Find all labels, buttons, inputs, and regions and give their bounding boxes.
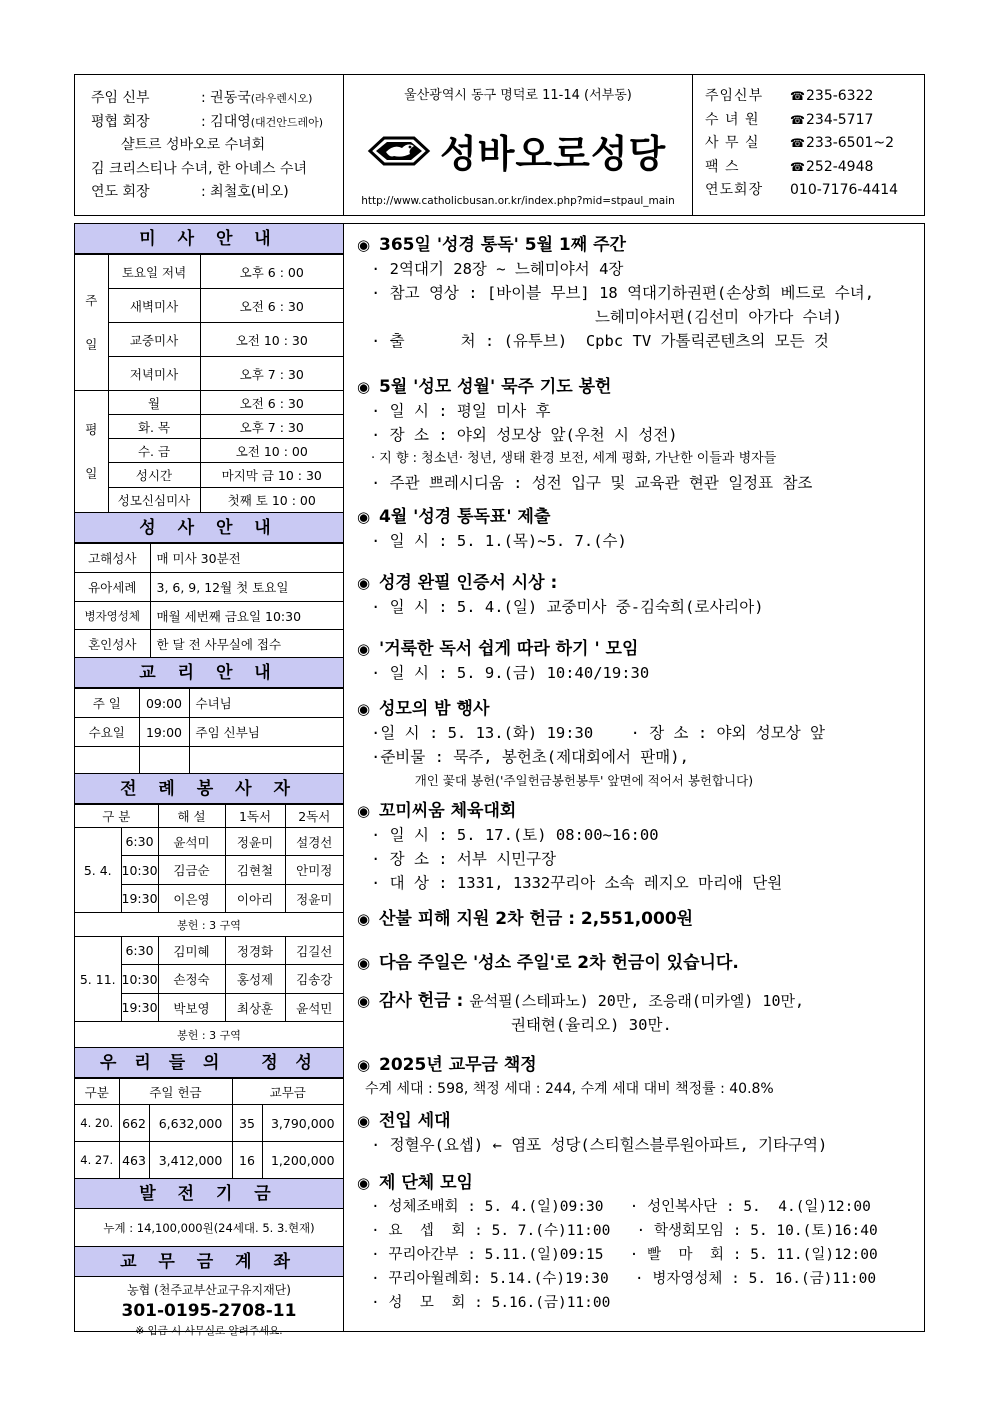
- notice-lectio: ◉ '거룩한 독서 쉽게 따라 하기 ' 모임 · 일 시 : 5. 9.(금) 10:40/19:30: [357, 639, 650, 682]
- notice-new-household: ◉ 전입 세대 · 정혈우(요셉) ← 염포 성당(스티힐스블루원아파트, 기타구역): [357, 1111, 828, 1154]
- contact-row: 수 녀 원 ☎ 234-5717: [705, 109, 924, 133]
- bullet-icon: ◉: [357, 992, 371, 1010]
- staff-row: 연도 회장 : 최철호(비오): [91, 184, 289, 200]
- liturgy-table: 구 분 해 설 1독서 2독서 5. 4. 6:30 윤석미 정윤미 설경선 10:30 김금순 김현철 안미정 19:30 이은영 이아리 정윤미 봉헌 : 3 구역 5. 11. 6:30 김미혜 정경화 김길선 10:30 손정숙 홍성제 김송강 19:30 박보영 최상훈 윤석민 봉헌 : 3 구역: [75, 804, 343, 1048]
- offerings-section-title: 우 리 들 의 정 성: [75, 1048, 343, 1078]
- catechism-section-title: 교 리 안 내: [75, 658, 343, 688]
- contact-row: 팩 스 ☎ 252-4948: [705, 156, 924, 180]
- dev-fund-section-title: 발 전 기 금: [75, 1179, 343, 1209]
- bullet-icon: ◉: [357, 508, 371, 526]
- account-note: ※ 입금 시 사무실로 알려주세요.: [135, 1325, 283, 1337]
- bullet-icon: ◉: [357, 802, 371, 820]
- church-name: 성바오로성당: [440, 132, 667, 176]
- account-info: [75, 1277, 343, 1339]
- staff-info: [75, 75, 344, 215]
- notices: [345, 224, 924, 1331]
- notice-meetings: ◉ 제 단체 모임 · 성체조배회 : 5. 4.(일)09:30 · 성인복사단 : 5. 4.(일)12:00 · 요 셉 회 : 5. 7.(수)11:00 · 학생회모임 : 5. 10.(토)16:40 · 꾸리아간부 : 5.11.(일)09:15 · 빨 마 회 : 5. 11.(일)12:00 · 꾸리아월례회: 5.14.(수)19:30 · 병자영성체 : 5. 16.(금)11:00 · 성 모 회 : 5.16.(금)11:00: [357, 1173, 878, 1311]
- notice-vocation-sunday: ◉ 다음 주일은 '성소 주일'로 2차 헌금이 있습니다.: [357, 953, 739, 973]
- bullet-icon: ◉: [357, 954, 371, 972]
- bullet-icon: ◉: [357, 910, 371, 928]
- bulletin-header: [74, 74, 925, 216]
- notice-marian-night: ◉ 성모의 밤 행사 ·일 시 : 5. 13.(화) 19:30 · 장 소 : 야외 성모상 앞 ·준비물 : 묵주, 봉헌초(제대회에서 판매), 개인 꽃대 봉헌('주일헌금봉헌봉투' 앞면에 적어서 봉헌합니다): [357, 699, 825, 788]
- sacrament-section-title: 성 사 안 내: [75, 513, 343, 543]
- mass-table: 주 일 토요일 저녁 오후 6 : 00 새벽미사 오전 6 : 30 교중미사 오전 10 : 30 저녁미사 오후 7 : 30 평 일 월 오전 6 : 30 화. 목 오후 7 : 30 수. 금 오전 10 : 00 성시간 마지막 금 10 : 30 성모신심미사 첫째 토 10 : 00: [75, 254, 343, 513]
- church-identity: [344, 75, 693, 215]
- bullet-icon: ◉: [357, 378, 371, 396]
- account-bank: 농협 (천주교부산교구유지재단): [127, 1283, 291, 1297]
- dev-fund-total: 누계 : 14,100,000원(24세대. 5. 3.현재): [75, 1209, 343, 1247]
- weekday-label: 평 일: [75, 391, 108, 513]
- staff-row: 평협 회장 : 김대영(대건안드레아): [91, 113, 324, 130]
- dove-emblem-icon: [366, 128, 432, 174]
- telephone-icon: ☎: [790, 89, 805, 103]
- offerings-table: 구분 주일 헌금 교무금 4. 20. 662 6,632,000 35 3,790,000 4. 27. 463 3,412,000 16 1,200,000: [75, 1078, 343, 1179]
- notice-certificate: ◉ 성경 완필 인증서 시상 : · 일 시 : 5. 4.(일) 교중미사 중-김숙희(로사리아): [357, 573, 764, 616]
- staff-row: 김 크리스티나 수녀, 한 아녜스 수녀: [91, 160, 308, 177]
- church-logo: [366, 123, 666, 178]
- mass-section-title: 미 사 안 내: [75, 224, 343, 254]
- telephone-icon: ☎: [790, 112, 805, 127]
- bullet-icon: ◉: [357, 574, 371, 592]
- notice-wildfire: ◉ 산불 피해 지원 2차 헌금 : 2,551,000원: [357, 909, 694, 929]
- bullet-icon: ◉: [357, 1112, 371, 1130]
- bullet-icon: ◉: [357, 236, 371, 254]
- contact-row: 연도회장 010-7176-4414: [705, 182, 899, 198]
- liturgy-section-title: 전 례 봉 사 자: [75, 774, 343, 804]
- notice-reading-chart: ◉ 4월 '성경 통독표' 제출 · 일 시 : 5. 1.(목)~5. 7.(수): [357, 507, 627, 550]
- bullet-icon: ◉: [357, 700, 371, 718]
- notice-bible-reading: ◉ 365일 '성경 통독' 5월 1째 주간 · 2역대기 28장 ~ 느헤미야서 4장 · 참고 영상 : [바이블 무브] 18 역대기하권편(손상희 베드로 수녀, 느헤미야서편(김선미 아가다 수녀) · 출 처 : (유투브) Cpbc TV 가톨릭콘텐츠의 모든 것: [357, 235, 875, 350]
- staff-row: 주임 신부 : 권동국(라우렌시오): [91, 90, 313, 106]
- church-url[interactable]: http://www.catholicbusan.or.kr/index.php?mid=stpaul_main: [361, 195, 675, 207]
- notice-thanks-offering: ◉ 감사 헌금 : 윤석필(스테파노) 20만, 조응래(미카엘) 10만, 권태현(율리오) 30만.: [357, 991, 805, 1034]
- notice-rosary: ◉ 5월 '성모 성월' 묵주 기도 봉헌 · 일 시 : 평일 미사 후 · 장 소 : 야외 성모상 앞(우천 시 성전) · 지 향 : 청소년· 청년, 생태 환경 보전, 세계 평화, 가난한 이들과 병자들 · 주관 쁘레시디움 : 성전 입구 및 교육관 현관 일정표 참조: [357, 377, 813, 492]
- account-number: 301-0195-2708-11: [121, 1301, 297, 1321]
- catechism-table: 주 일 09:00 수녀님 수요일 19:00 주임 신부님: [75, 688, 343, 774]
- sidebar: [75, 224, 344, 1337]
- account-section-title: 교 무 금 계 좌: [75, 1247, 343, 1277]
- bulletin-body: [74, 223, 925, 1337]
- contact-row: 사 무 실 ☎ 233-6501~2: [705, 132, 924, 156]
- telephone-icon: ☎: [790, 159, 805, 174]
- telephone-icon: ☎: [790, 136, 805, 150]
- bullet-icon: ◉: [357, 1174, 371, 1192]
- bullet-icon: ◉: [357, 640, 371, 658]
- notice-dues: ◉ 2025년 교무금 책정 수계 세대 : 598, 책정 세대 : 244, 수계 세대 대비 책정률 : 40.8%: [357, 1055, 774, 1097]
- sunday-label: 주 일: [75, 255, 108, 391]
- contact-row: 주임신부 ☎ 235-6322: [705, 85, 924, 109]
- bullet-icon: ◉: [357, 1056, 371, 1074]
- sacrament-table: 고해성사 매 미사 30분전 유아세례 3, 6, 9, 12월 첫 토요일 병자영성체 매월 세번째 금요일 10:30 혼인성사 한 달 전 사무실에 접수: [75, 543, 343, 658]
- staff-row: 샬트르 성바오로 수녀회: [121, 137, 266, 153]
- church-address: 울산광역시 동구 명덕로 11-14 (서부동): [404, 88, 632, 103]
- contact-list: [693, 75, 924, 215]
- notice-sports-day: ◉ 꼬미씨움 체육대회 · 일 시 : 5. 17.(토) 08:00~16:00 · 장 소 : 서부 시민구장 · 대 상 : 1331, 1332꾸리아 소속 레지오 마리애 단원: [357, 801, 783, 892]
